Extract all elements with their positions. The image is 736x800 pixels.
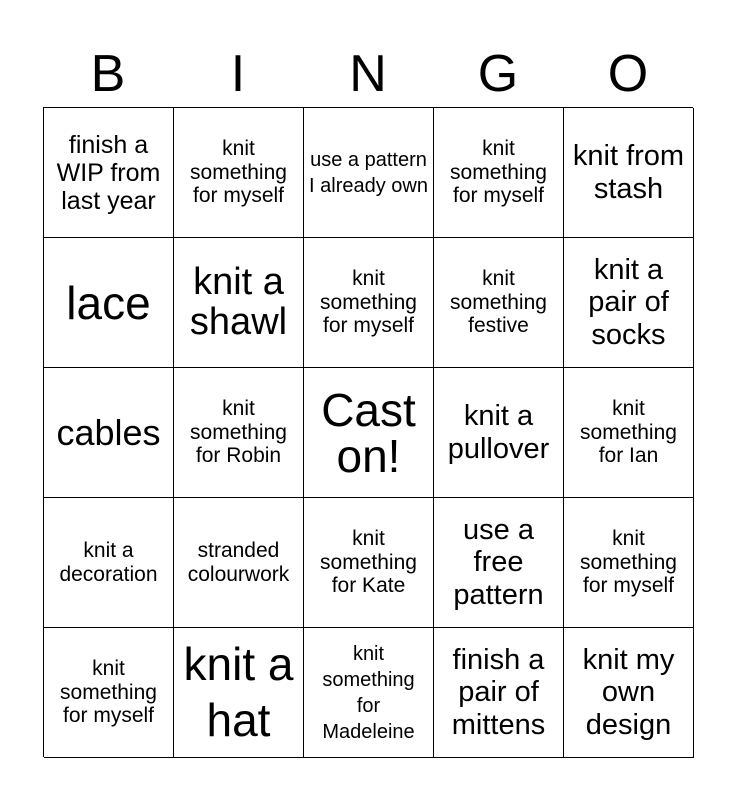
cell-text: knit my own design	[582, 643, 675, 741]
cell-text: knit a pair of socks	[588, 253, 669, 351]
bingo-cell[interactable]	[174, 108, 304, 238]
bingo-cell[interactable]	[44, 628, 174, 758]
cell-text: knit something for Robin	[190, 397, 287, 468]
bingo-cell[interactable]	[434, 108, 564, 238]
cell-text: knit something for myself	[320, 267, 417, 338]
bingo-cell[interactable]	[564, 108, 694, 238]
bingo-cell[interactable]	[434, 238, 564, 368]
bingo-cell[interactable]	[564, 368, 694, 498]
cell-text: use a pattern I already own	[309, 148, 428, 197]
bingo-cell[interactable]	[174, 498, 304, 628]
bingo-header	[43, 40, 693, 108]
cell-text: use a free pattern	[453, 513, 544, 611]
cell-text: knit something for Kate	[320, 527, 417, 598]
free-space-cell[interactable]	[304, 368, 434, 498]
cell-text: knit something for myself	[580, 527, 677, 598]
cell-text: knit from stash	[572, 140, 685, 205]
cell-text: lace	[66, 276, 151, 329]
bingo-cell[interactable]	[564, 628, 694, 758]
header-letter-g: G	[477, 45, 519, 103]
bingo-cell[interactable]	[44, 368, 174, 498]
bingo-cell[interactable]	[434, 628, 564, 758]
cell-text: knit something for myself	[60, 657, 157, 728]
bingo-cell[interactable]	[304, 108, 434, 238]
bingo-cell[interactable]	[174, 628, 304, 758]
header-letter-b: B	[90, 45, 126, 103]
bingo-cell[interactable]	[564, 498, 694, 628]
cell-text: knit something festive	[450, 267, 547, 338]
bingo-cell[interactable]	[44, 498, 174, 628]
cell-text: finish a pair of mittens	[451, 643, 546, 741]
cell-text: knit a shawl	[189, 260, 288, 343]
cell-text: knit something for Ian	[580, 397, 677, 468]
cell-text: knit a decoration	[59, 538, 158, 586]
header-letter-n: N	[349, 45, 387, 103]
bingo-cell[interactable]	[174, 238, 304, 368]
cell-text: knit a pullover	[447, 400, 550, 465]
header-letter-o: O	[607, 45, 649, 103]
bingo-cell[interactable]	[304, 628, 434, 758]
cell-text: knit something for myself	[190, 137, 287, 208]
bingo-cell[interactable]	[174, 368, 304, 498]
bingo-cell[interactable]	[44, 108, 174, 238]
cell-text: cables	[56, 411, 161, 453]
header-letter-i: I	[230, 45, 246, 103]
bingo-cell[interactable]	[304, 238, 434, 368]
bingo-cell[interactable]	[434, 498, 564, 628]
bingo-cell[interactable]	[304, 498, 434, 628]
cell-text: finish a WIP from last year	[56, 130, 161, 215]
bingo-cell[interactable]	[44, 238, 174, 368]
bingo-cell[interactable]	[564, 238, 694, 368]
cell-text: stranded colourwork	[187, 538, 290, 586]
bingo-board	[43, 107, 693, 757]
cell-text: knit a hat	[183, 638, 294, 746]
cell-text: Cast on!	[321, 383, 416, 482]
bingo-cell[interactable]	[434, 368, 564, 498]
cell-text: knit something for myself	[450, 137, 547, 208]
cell-text: knit something for Madeleine	[322, 642, 415, 743]
